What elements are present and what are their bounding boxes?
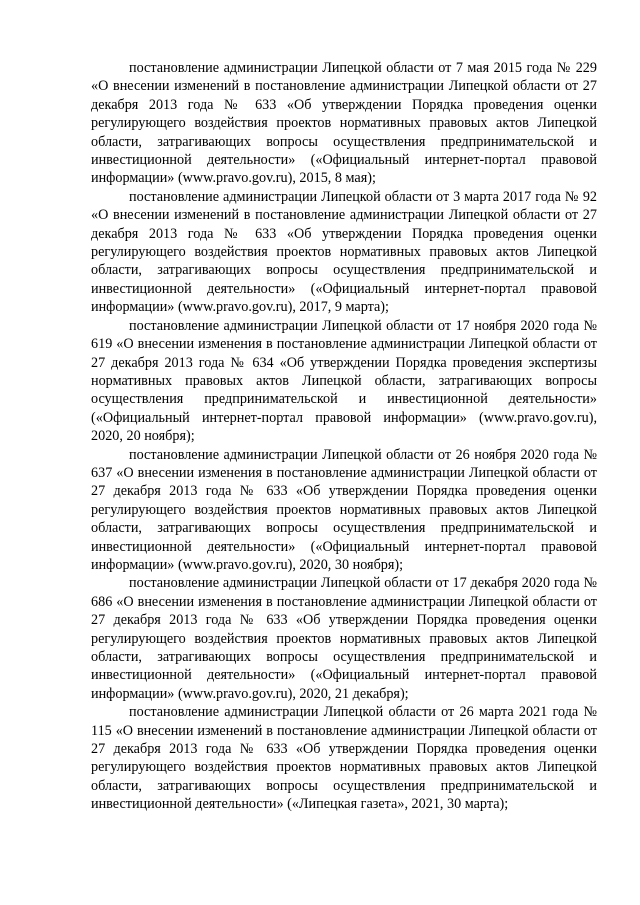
- paragraph-resolution-619: постановление администрации Липецкой области от 17 ноября 2020 года № 619 «О внесении изменения в постановление администрации Липецкой области от 27 декабря 2013 года № 634 «Об утверждении Порядка проведения экспертизы нормативных правовых актов Липецкой области, затрагивающих вопросы осуществления предпринимательской и инвестиционной деятельности» («Официальный интернет-портал правовой информации» (www.pravo.gov.ru), 2020, 20 ноября);: [91, 317, 597, 445]
- paragraph-resolution-92: постановление администрации Липецкой области от 3 марта 2017 года № 92 «О внесении изменений в постановление администрации Липецкой области от 27 декабря 2013 года № 633 «Об утверждении Порядка проведения оценки регулирующего воздействия проектов нормативных правовых актов Липецкой области, затрагивающих вопросы осуществления предпринимательской и инвестиционной деятельности» («Официальный интернет-портал правовой информации» (www.pravo.gov.ru), 2017, 9 марта);: [91, 188, 597, 316]
- paragraph-resolution-637: постановление администрации Липецкой области от 26 ноября 2020 года № 637 «О внесении изменения в постановление администрации Липецкой области от 27 декабря 2013 года № 633 «Об утверждении Порядка проведения оценки регулирующего воздействия проектов нормативных правовых актов Липецкой области, затрагивающих вопросы осуществления предпринимательской и инвестиционной деятельности» («Официальный интернет-портал правовой информации» (www.pravo.gov.ru), 2020, 30 ноября);: [91, 446, 597, 573]
- paragraph-resolution-686: постановление администрации Липецкой области от 17 декабря 2020 года № 686 «О внесении изменения в постановление администрации Липецкой области от 27 декабря 2013 года № 633 «Об утверждении Порядка проведения оценки регулирующего воздействия проектов нормативных правовых актов Липецкой области, затрагивающих вопросы осуществления предпринимательской и инвестиционной деятельности» («Официальный интернет-портал правовой информации» (www.pravo.gov.ru), 2020, 21 декабря);: [91, 575, 597, 702]
- paragraph-resolution-115: постановление администрации Липецкой области от 26 марта 2021 года № 115 «О внесении изменений в постановление администрации Липецкой области от 27 декабря 2013 года № 633 «Об утверждении Порядка проведения оценки регулирующего воздействия проектов нормативных правовых актов Липецкой области, затрагивающих вопросы осуществления предпринимательской и инвестиционной деятельности» («Липецкая газета», 2021, 30 марта);: [91, 704, 597, 813]
- document-body: [91, 59, 597, 814]
- paragraph-resolution-229: постановление администрации Липецкой области от 7 мая 2015 года № 229 «О внесении изменений в постановление администрации Липецкой области от 27 декабря 2013 года № 633 «Об утверждении Порядка проведения оценки регулирующего воздействия проектов нормативных правовых актов Липецкой области, затрагивающих вопросы осуществления предпринимательской и инвестиционной деятельности» («Официальный интернет-портал правовой информации» (www.pravo.gov.ru), 2015, 8 мая);: [91, 60, 597, 187]
